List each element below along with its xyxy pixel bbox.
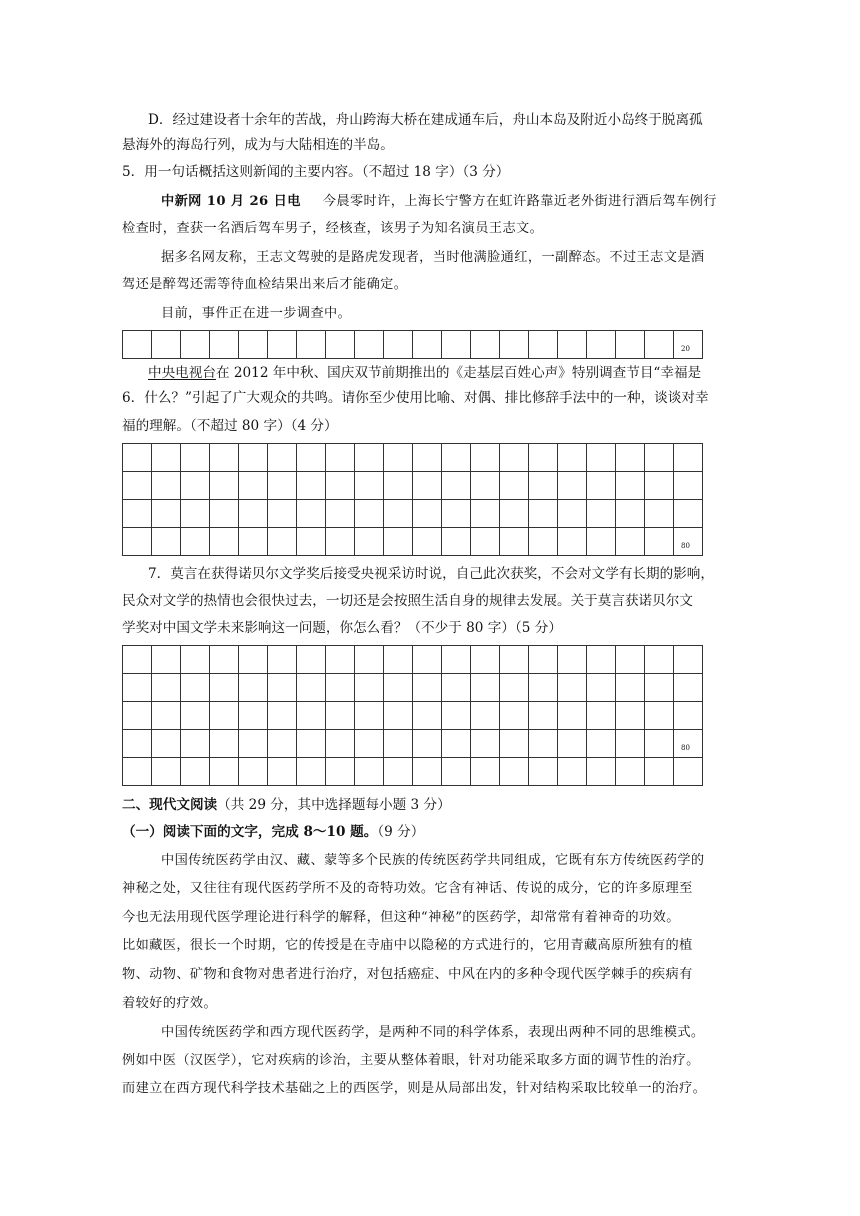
question-6-line-2: 6．什么？”引起了广大观众的共鸣。请你至少使用比喻、对偶、排比修辞手法中的一种，谈谈对幸	[122, 390, 709, 406]
grid-cell[interactable]	[413, 646, 442, 674]
grid-cell[interactable]	[674, 758, 703, 786]
grid-cell[interactable]	[384, 702, 413, 730]
grid-cell[interactable]	[529, 528, 558, 556]
grid-cell[interactable]	[152, 500, 181, 528]
grid-cell[interactable]	[152, 472, 181, 500]
grid-cell[interactable]	[181, 500, 210, 528]
passage-p1-line-5: 物、动物、矿物和食物对患者进行治疗，对包括癌症、中风在内的多种令现代医学棘手的疾病有	[122, 967, 693, 982]
grid-cell[interactable]	[384, 528, 413, 556]
grid-cell[interactable]	[558, 646, 587, 674]
grid-cell[interactable]	[152, 674, 181, 702]
grid-cell[interactable]	[384, 444, 413, 472]
grid-cell[interactable]	[181, 444, 210, 472]
grid-cell[interactable]	[181, 331, 210, 359]
grid-cell[interactable]	[355, 528, 384, 556]
grid-cell[interactable]	[587, 528, 616, 556]
grid-cell[interactable]	[587, 674, 616, 702]
grid-cell[interactable]	[268, 758, 297, 786]
grid-cell[interactable]	[500, 758, 529, 786]
grid-cell[interactable]	[384, 730, 413, 758]
grid-row	[123, 758, 703, 786]
grid-cell[interactable]	[297, 528, 326, 556]
grid-cell[interactable]	[500, 730, 529, 758]
grid-cell[interactable]	[471, 646, 500, 674]
grid-cell[interactable]	[181, 702, 210, 730]
grid-cell[interactable]	[152, 730, 181, 758]
grid-cell[interactable]	[587, 702, 616, 730]
grid-cell[interactable]	[471, 331, 500, 359]
grid-cell[interactable]	[645, 528, 674, 556]
grid-cell[interactable]	[587, 444, 616, 472]
grid-cell[interactable]	[210, 702, 239, 730]
grid-cell[interactable]	[645, 758, 674, 786]
grid-cell[interactable]	[674, 500, 703, 528]
grid-cell[interactable]	[355, 472, 384, 500]
grid-cell[interactable]	[297, 674, 326, 702]
grid-cell[interactable]	[181, 472, 210, 500]
grid-cell[interactable]	[355, 444, 384, 472]
grid-cell[interactable]	[471, 730, 500, 758]
grid-cell[interactable]	[355, 646, 384, 674]
grid-cell[interactable]	[123, 674, 152, 702]
grid-row	[123, 646, 703, 674]
grid-cell[interactable]	[471, 444, 500, 472]
grid-cell[interactable]	[326, 646, 355, 674]
grid-cell[interactable]	[181, 730, 210, 758]
grid-cell[interactable]	[384, 646, 413, 674]
grid-row	[123, 472, 703, 500]
grid-cell[interactable]	[471, 702, 500, 730]
grid-cell[interactable]	[123, 528, 152, 556]
grid-cell[interactable]	[210, 500, 239, 528]
answer-grid-q6[interactable]	[122, 443, 703, 556]
grid-cell[interactable]	[442, 730, 471, 758]
grid-cell[interactable]	[442, 472, 471, 500]
grid-cell[interactable]	[297, 472, 326, 500]
grid-cell[interactable]	[326, 500, 355, 528]
grid-cell[interactable]	[558, 444, 587, 472]
grid-cell[interactable]	[326, 674, 355, 702]
grid-cell[interactable]	[674, 702, 703, 730]
grid-cell[interactable]	[326, 702, 355, 730]
grid-cell[interactable]	[384, 758, 413, 786]
question-5: 5．用一句话概括这则新闻的主要内容。（不超过 18 字）（3 分）	[122, 164, 510, 180]
grid-cell[interactable]	[442, 674, 471, 702]
answer-grid-q7[interactable]	[122, 645, 703, 786]
grid-cell[interactable]	[616, 331, 645, 359]
news-dateline: 中新网 10 月 26 日电	[161, 194, 301, 209]
grid-cell[interactable]	[239, 758, 268, 786]
grid-cell[interactable]	[268, 730, 297, 758]
grid-cell[interactable]	[587, 500, 616, 528]
grid-cell[interactable]	[268, 528, 297, 556]
grid-cell[interactable]	[355, 758, 384, 786]
grid-cell[interactable]	[152, 528, 181, 556]
grid-cell[interactable]	[239, 674, 268, 702]
grid-cell[interactable]	[529, 646, 558, 674]
grid-cell[interactable]	[442, 758, 471, 786]
grid-cell[interactable]	[326, 331, 355, 359]
grid-cell[interactable]	[268, 702, 297, 730]
grid-cell[interactable]	[587, 758, 616, 786]
grid-cell[interactable]	[471, 472, 500, 500]
grid-cell[interactable]	[152, 444, 181, 472]
grid-cell[interactable]	[326, 472, 355, 500]
grid-cell[interactable]	[471, 500, 500, 528]
grid-cell[interactable]	[297, 500, 326, 528]
grid-cell[interactable]	[471, 528, 500, 556]
grid-cell[interactable]	[529, 500, 558, 528]
grid-cell[interactable]	[152, 702, 181, 730]
grid-cell[interactable]	[239, 730, 268, 758]
grid-cell[interactable]	[355, 500, 384, 528]
grid-cell[interactable]	[239, 472, 268, 500]
grid-cell[interactable]	[326, 730, 355, 758]
grid-cell[interactable]	[355, 331, 384, 359]
grid-cell[interactable]	[326, 444, 355, 472]
passage-p1-line-1: 中国传统医药学由汉、藏、蒙等多个民族的传统医药学共同组成，它既有东方传统医药学的	[161, 853, 705, 868]
grid-row	[123, 730, 703, 758]
grid-cell[interactable]	[297, 646, 326, 674]
grid-cell[interactable]	[413, 758, 442, 786]
grid-cell[interactable]	[616, 702, 645, 730]
grid-cell[interactable]	[210, 444, 239, 472]
grid-cell[interactable]	[181, 674, 210, 702]
grid-cell[interactable]	[123, 331, 152, 359]
question-7-line-2: 民众对文学的热情也会很快过去，一切还是会按照生活自身的规律去发展。关于莫言获诺贝尔文	[122, 593, 693, 609]
passage-p2-line-3: 而建立在西方现代科学技术基础之上的西医学，则是从局部出发，针对结构采取比较单一的治疗。	[122, 1081, 707, 1096]
grid-cell[interactable]	[297, 702, 326, 730]
question-7-line-1: 7．莫言在获得诺贝尔文学奖后接受央视采访时说，自己此次获奖，不会对文学有长期的影响，	[148, 566, 714, 582]
grid-cell[interactable]	[674, 646, 703, 674]
grid-cell[interactable]	[413, 331, 442, 359]
grid-cell[interactable]	[123, 758, 152, 786]
grid-cell[interactable]	[442, 331, 471, 359]
grid-cell[interactable]	[210, 758, 239, 786]
grid-cell[interactable]	[210, 331, 239, 359]
grid-cell[interactable]	[558, 730, 587, 758]
grid-cell[interactable]	[616, 500, 645, 528]
grid-cell[interactable]	[500, 674, 529, 702]
grid-cell[interactable]	[529, 758, 558, 786]
grid-cell[interactable]	[239, 702, 268, 730]
grid-cell[interactable]	[355, 730, 384, 758]
grid-count-label: 20	[681, 345, 690, 353]
grid-cell[interactable]	[239, 500, 268, 528]
grid-cell[interactable]	[587, 331, 616, 359]
grid-cell[interactable]	[442, 528, 471, 556]
grid-cell[interactable]	[645, 444, 674, 472]
grid-cell[interactable]	[268, 674, 297, 702]
grid-cell[interactable]	[500, 528, 529, 556]
grid-cell[interactable]	[152, 646, 181, 674]
grid-cell[interactable]	[152, 331, 181, 359]
grid-cell[interactable]	[413, 528, 442, 556]
grid-cell[interactable]	[674, 674, 703, 702]
grid-cell[interactable]	[616, 674, 645, 702]
grid-cell[interactable]	[674, 528, 703, 556]
grid-cell[interactable]	[123, 500, 152, 528]
grid-cell[interactable]	[529, 674, 558, 702]
grid-cell[interactable]	[558, 528, 587, 556]
grid-row	[123, 500, 703, 528]
grid-cell[interactable]	[210, 472, 239, 500]
news-line-1-text: 今晨零时许，上海长宁警方在虹许路靠近老外街进行酒后驾车例行	[322, 194, 717, 209]
grid-cell[interactable]	[645, 674, 674, 702]
grid-cell[interactable]	[674, 331, 703, 359]
grid-cell[interactable]	[297, 444, 326, 472]
passage-p2-line-1: 中国传统医药学和西方现代医药学，是两种不同的科学体系，表现出两种不同的思维模式。	[161, 1025, 705, 1040]
grid-cell[interactable]	[500, 646, 529, 674]
grid-cell[interactable]	[558, 674, 587, 702]
grid-cell[interactable]	[558, 331, 587, 359]
passage-p1-line-6: 着较好的疗效。	[122, 996, 218, 1011]
grid-row	[123, 444, 703, 472]
grid-cell[interactable]	[616, 730, 645, 758]
grid-cell[interactable]	[384, 674, 413, 702]
grid-cell[interactable]	[123, 702, 152, 730]
grid-cell[interactable]	[674, 730, 703, 758]
grid-cell[interactable]	[616, 646, 645, 674]
grid-cell[interactable]	[529, 472, 558, 500]
news-line-5: 目前，事件正在进一步调查中。	[161, 306, 352, 321]
grid-cell[interactable]	[645, 331, 674, 359]
grid-cell[interactable]	[500, 472, 529, 500]
grid-cell[interactable]	[500, 331, 529, 359]
grid-cell[interactable]	[413, 702, 442, 730]
grid-cell[interactable]	[181, 528, 210, 556]
grid-cell[interactable]	[471, 674, 500, 702]
grid-cell[interactable]	[529, 444, 558, 472]
grid-cell[interactable]	[297, 730, 326, 758]
grid-cell[interactable]	[123, 444, 152, 472]
passage-p1-line-3: 今也无法用现代医学理论进行科学的解释，但这种“神秘”的医药学，却常常有着神奇的功效。	[122, 910, 680, 925]
grid-cell[interactable]	[297, 331, 326, 359]
grid-cell[interactable]	[616, 528, 645, 556]
section-2-heading: 二、现代文阅读（共 29 分，其中选择题每小题 3 分）	[122, 797, 451, 813]
grid-cell[interactable]	[152, 758, 181, 786]
grid-count-label: 80	[681, 744, 690, 752]
grid-cell[interactable]	[239, 444, 268, 472]
grid-cell[interactable]	[587, 730, 616, 758]
grid-cell[interactable]	[645, 500, 674, 528]
grid-cell[interactable]	[500, 500, 529, 528]
option-d-line-1: D．经过建设者十余年的苦战，舟山跨海大桥在建成通车后，舟山本岛及附近小岛终于脱离孤	[148, 112, 703, 128]
grid-cell[interactable]	[500, 702, 529, 730]
grid-cell[interactable]	[268, 331, 297, 359]
grid-cell[interactable]	[674, 472, 703, 500]
passage-p2-line-2: 例如中医（汉医学），它对疾病的诊治，主要从整体着眼，针对功能采取多方面的调节性的治疗。	[122, 1053, 700, 1068]
grid-cell[interactable]	[297, 758, 326, 786]
grid-cell[interactable]	[123, 730, 152, 758]
answer-grid-q5[interactable]	[122, 330, 703, 359]
grid-cell[interactable]	[616, 444, 645, 472]
grid-cell[interactable]	[442, 646, 471, 674]
grid-cell[interactable]	[471, 758, 500, 786]
grid-cell[interactable]	[442, 702, 471, 730]
grid-cell[interactable]	[645, 472, 674, 500]
option-d-line-2: 悬海外的海岛行列，成为与大陆相连的半岛。	[122, 137, 394, 153]
grid-cell[interactable]	[674, 444, 703, 472]
question-6-line-3: 福的理解。（不超过 80 字）（4 分）	[122, 418, 338, 434]
grid-cell[interactable]	[500, 444, 529, 472]
grid-cell[interactable]	[355, 674, 384, 702]
grid-cell[interactable]	[239, 646, 268, 674]
news-line-3: 据多名网友称，王志文驾驶的是路虎发现者，当时他满脸通红，一副醉态。不过王志文是酒	[161, 250, 705, 265]
grid-cell[interactable]	[123, 646, 152, 674]
grid-row	[123, 702, 703, 730]
grid-cell[interactable]	[384, 331, 413, 359]
grid-cell[interactable]	[384, 472, 413, 500]
grid-cell[interactable]	[645, 730, 674, 758]
grid-cell[interactable]	[587, 646, 616, 674]
grid-cell[interactable]	[645, 646, 674, 674]
grid-cell[interactable]	[413, 730, 442, 758]
grid-cell[interactable]	[268, 646, 297, 674]
grid-cell[interactable]	[326, 758, 355, 786]
grid-cell[interactable]	[616, 472, 645, 500]
grid-cell[interactable]	[210, 674, 239, 702]
grid-cell[interactable]	[123, 472, 152, 500]
grid-cell[interactable]	[326, 528, 355, 556]
grid-count-label: 80	[681, 542, 690, 550]
grid-cell[interactable]	[210, 730, 239, 758]
news-line-4: 驾还是醉驾还需等待血检结果出来后才能确定。	[122, 277, 408, 292]
cctv-link: 中央电视台	[148, 365, 216, 381]
grid-cell[interactable]	[413, 674, 442, 702]
news-line-2: 检查时，查获一名酒后驾车男子，经核查，该男子为知名演员王志文。	[122, 221, 544, 236]
grid-cell[interactable]	[413, 444, 442, 472]
grid-cell[interactable]	[529, 331, 558, 359]
grid-cell[interactable]	[268, 472, 297, 500]
grid-cell[interactable]	[210, 646, 239, 674]
grid-cell[interactable]	[413, 472, 442, 500]
grid-row	[123, 331, 703, 359]
grid-cell[interactable]	[384, 500, 413, 528]
grid-cell[interactable]	[355, 702, 384, 730]
grid-cell[interactable]	[239, 528, 268, 556]
grid-cell[interactable]	[587, 472, 616, 500]
grid-cell[interactable]	[268, 444, 297, 472]
grid-cell[interactable]	[558, 702, 587, 730]
grid-cell[interactable]	[645, 702, 674, 730]
subsection-1-heading: （一）阅读下面的文字，完成 8～10 题。（9 分）	[122, 824, 425, 840]
question-6-line-1: 中央电视台在 2012 年中秋、国庆双节前期推出的《走基层百姓心声》特别调查节目“幸福是	[148, 365, 702, 381]
grid-cell[interactable]	[558, 500, 587, 528]
grid-row	[123, 528, 703, 556]
grid-cell[interactable]	[210, 528, 239, 556]
grid-cell[interactable]	[442, 444, 471, 472]
grid-cell[interactable]	[558, 472, 587, 500]
grid-cell[interactable]	[529, 730, 558, 758]
grid-row	[123, 674, 703, 702]
grid-cell[interactable]	[239, 331, 268, 359]
grid-cell[interactable]	[616, 758, 645, 786]
grid-cell[interactable]	[442, 500, 471, 528]
grid-cell[interactable]	[181, 758, 210, 786]
grid-cell[interactable]	[268, 500, 297, 528]
grid-cell[interactable]	[181, 646, 210, 674]
passage-p1-line-2: 神秘之处，又往往有现代医药学所不及的奇特功效。它含有神话、传说的成分，它的许多原理至	[122, 881, 693, 896]
grid-cell[interactable]	[529, 702, 558, 730]
question-6-number: 6．	[122, 390, 145, 406]
question-7-line-3: 学奖对中国文学未来影响这一问题，你怎么看？（不少于 80 字）（5 分）	[122, 620, 562, 636]
grid-cell[interactable]	[413, 500, 442, 528]
news-line-1	[161, 193, 717, 211]
passage-p1-line-4: 比如藏医，很长一个时期，它的传授是在寺庙中以隐秘的方式进行的，它用青藏高原所独有的植	[122, 938, 693, 953]
grid-cell[interactable]	[558, 758, 587, 786]
